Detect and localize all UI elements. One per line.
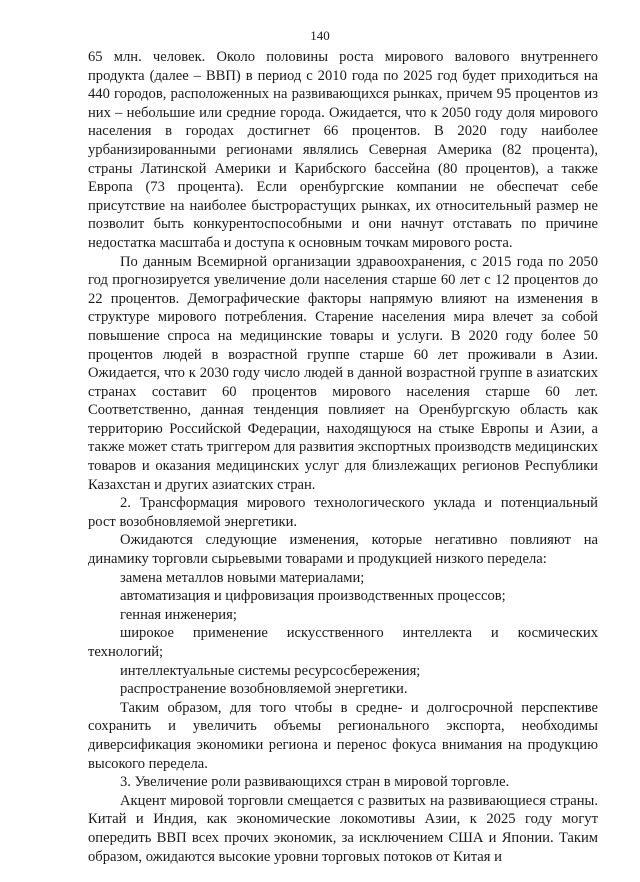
list-item: интеллектуальные системы ресурсосбережения; — [120, 662, 421, 679]
paragraph: Акцент мировой торговли смещается с развитых на развивающиеся страны. Китай и Индия, как экономические локомотивы Азии, к 2025 году могут опередить ВВП всех прочих экономик, за исключением США и Японии. Таким образом, ожидаются высокие уровни торговых потоков от Китая и — [88, 792, 598, 865]
paragraph: Таким образом, для того чтобы в средне- и долгосрочной перспективе сохранить и увеличить объемы регионального экспорта, необходимы диверсификация экономики региона и перенос фокуса внимания на продукцию высокого передела. — [88, 699, 598, 772]
list-item: широкое применение искусственного интеллекта и космических технологий; — [88, 625, 598, 660]
list-item: замена металлов новыми материалами; — [120, 569, 365, 586]
paragraph: 65 млн. человек. Около половины роста мирового валового внутреннего продукта (далее – ВВП) в период с 2010 года по 2025 год будет приходиться на 440 городов, расположенных на развивающихся рынках, причем 95 процентов из них – небольшие или средние города. Ожидается, что к 2050 году доля мирового населения в городах достигнет 66 процентов. В 2020 году наиболее урбанизированными регионами являлись Северная Америка (82 процента), страны Латинской Америки и Карибского бассейна (80 процентов), а также Европа (73 процента). Если оренбургские компании не обеспечат себе присутствие на наиболее быстрорастущих рынках, их относительный размер не позволит быть конкурентоспособными и они начнут отставать по причине недостатка масштаба и доступа к основным точкам мирового роста. — [88, 49, 598, 251]
page-number: 140 — [310, 28, 330, 43]
section-heading: 2. Трансформация мирового технологического уклада и потенциальный рост возобновляемой энергетики. — [88, 495, 598, 530]
section-heading: 3. Увеличение роли развивающихся стран в мировой торговле. — [120, 774, 510, 791]
list-item: автоматизация и цифровизация производственных процессов; — [120, 588, 506, 605]
paragraph: Ожидаются следующие изменения, которые негативно повлияют на динамику торговли сырьевыми товарами и продукцией низкого передела: — [88, 532, 598, 568]
list-item: генная инженерия; — [120, 606, 237, 623]
paragraph: По данным Всемирной организации здравоохранения, с 2015 года по 2050 год прогнозируется увеличение доли населения старше 60 лет с 12 процентов до 22 процентов. Демографические факторы напрямую влияют на изменения в структуре мирового потребления. Старение населения мира влечет за собой повышение спроса на медицинские товары и услуги. В 2020 году более 50 процентов людей в возрастной группе старше 60 лет проживали в Азии. Ожидается, что к 2030 году число людей в данной возрастной группе в азиатских странах составит 60 процентов мирового населения старше 60 лет. Соответственно, данная тенденция повлияет на Оренбургскую область как территорию Российской Федерации, находящуюся на стыке Европы и Азии, а также может стать триггером для развития экспортных производств медицинских товаров и оказания медицинских услуг для близлежащих регионов Республики Казахстан и других азиатских стран. — [88, 253, 598, 493]
body-text — [88, 48, 598, 866]
list-item: распространение возобновляемой энергетики. — [120, 681, 408, 698]
